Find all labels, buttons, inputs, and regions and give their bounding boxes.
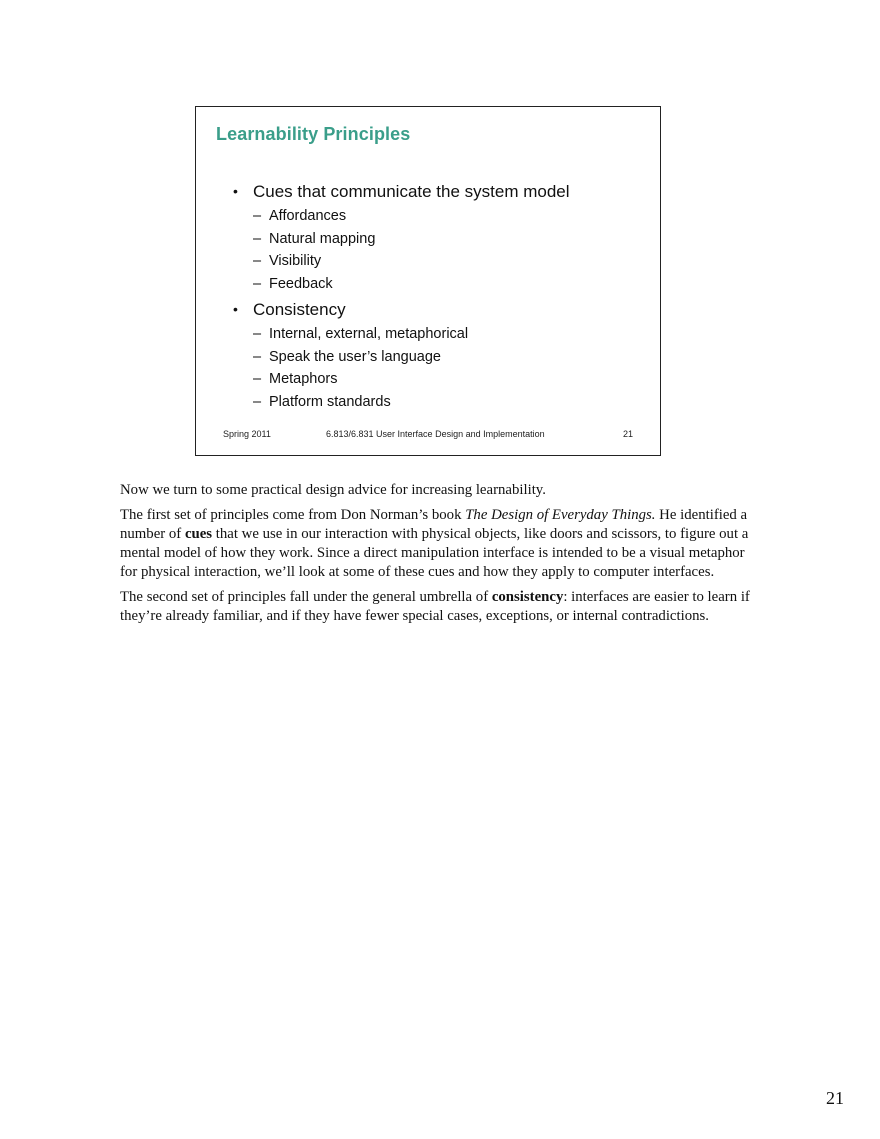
sub-item-text: Speak the user’s language <box>269 348 441 365</box>
sub-item-text: Visibility <box>269 253 322 269</box>
sub-item <box>233 391 653 414</box>
sub-item <box>233 228 653 251</box>
bullet-dot-icon: • <box>233 183 238 199</box>
dash-icon: – <box>253 393 262 410</box>
slide-title: Learnability Principles <box>216 124 411 144</box>
slide-bullet-list <box>233 180 653 416</box>
dash-icon: – <box>253 230 262 247</box>
dash-icon: – <box>253 253 262 269</box>
sub-item <box>233 273 653 296</box>
lecture-notes <box>120 481 760 632</box>
slide-frame <box>195 106 661 456</box>
term-cues: cues <box>184 526 213 542</box>
notes-paragraph-1: Now we turn to some practical design advice for increasing learnability. <box>120 482 546 498</box>
dash-icon: – <box>253 326 262 342</box>
sub-item-text: Metaphors <box>269 371 338 387</box>
footer-course: 6.813/6.831 User Interface Design and Implementation <box>326 429 545 439</box>
sub-list <box>233 205 653 295</box>
bullet-dot-icon: • <box>233 301 238 317</box>
sub-item-text: Natural mapping <box>269 230 376 247</box>
sub-item <box>233 323 653 346</box>
sub-item <box>233 205 653 228</box>
term-consistency: consistency <box>491 589 564 605</box>
bullet-group-consistency <box>233 298 653 413</box>
sub-item <box>233 368 653 391</box>
notes-paragraph-2 <box>120 506 760 582</box>
bullet-group-cues <box>233 180 653 295</box>
notes-text: that we use in our interaction with physical objects, like doors and scissors, to figure out a mental model of how they work. Since a direct manipulation interface is intended to be a visual metaphor for physical interaction, we’ll look at some of these cues and how they apply to computer interfaces. <box>120 526 749 580</box>
page-number: 21 <box>826 1088 844 1108</box>
sub-list <box>233 323 653 413</box>
dash-icon: – <box>253 275 262 292</box>
bullet-item <box>233 180 653 203</box>
sub-item-text: Feedback <box>269 275 333 292</box>
notes-text: : interfaces are easier to learn if they’re already familiar, and if they have fewer special cases, exceptions, or internal contradictions. <box>120 589 750 624</box>
dash-icon: – <box>253 371 262 387</box>
notes-paragraph-3 <box>120 588 760 626</box>
notes-text: The second set of principles fall under the general umbrella of <box>120 589 492 605</box>
sub-item-text: Affordances <box>269 208 347 224</box>
sub-item <box>233 346 653 369</box>
sub-item <box>233 250 653 273</box>
bullet-text: Cues that communicate the system model <box>253 182 570 201</box>
bullet-text: Consistency <box>253 300 346 319</box>
dash-icon: – <box>253 208 262 224</box>
sub-item-text: Internal, external, metaphorical <box>269 326 469 342</box>
notes-text: He identified a number of <box>120 507 748 542</box>
sub-item-text: Platform standards <box>269 393 391 410</box>
bullet-item <box>233 298 653 321</box>
notes-text: The first set of principles come from Don Norman’s book <box>120 507 466 523</box>
book-title: The Design of Everyday Things. <box>465 507 656 523</box>
footer-slide-number: 21 <box>622 429 633 439</box>
dash-icon: – <box>253 348 262 365</box>
footer-date: Spring 2011 <box>223 429 271 439</box>
